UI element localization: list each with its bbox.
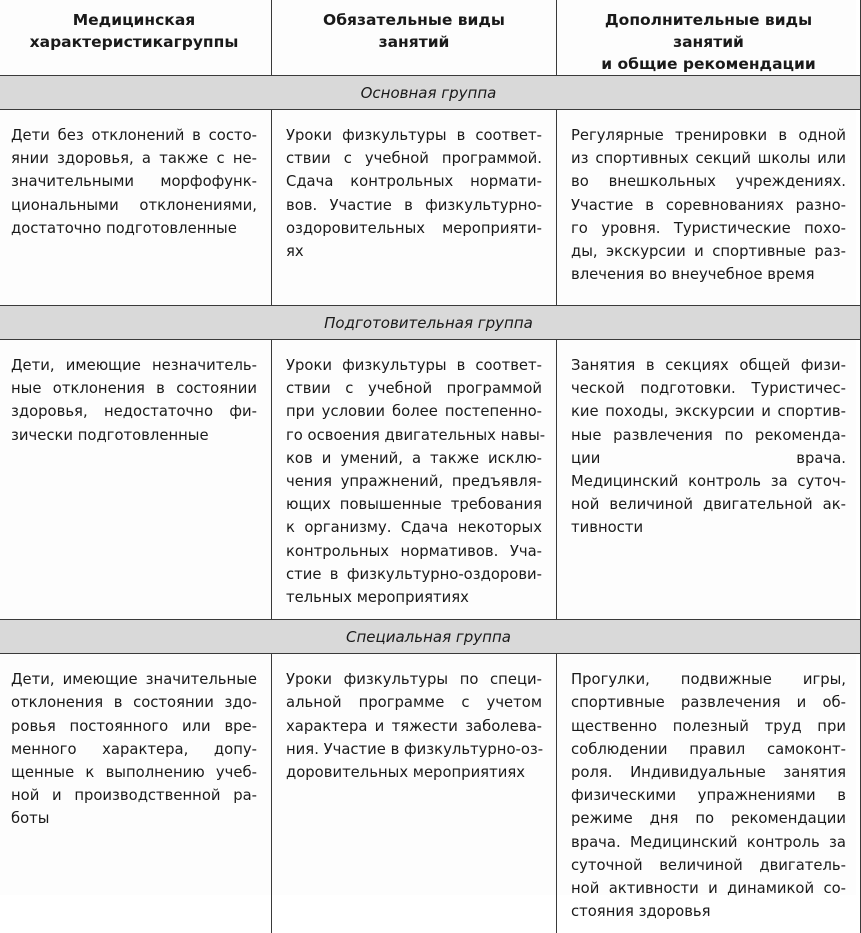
text-line: ные развлечения по рекоменда- [571, 424, 846, 447]
table-row [0, 110, 861, 306]
cell-medical [0, 654, 272, 933]
cell-mandatory [272, 340, 557, 620]
text-line: Уроки физкультуры в соответ- [286, 354, 542, 377]
cell-text [571, 124, 846, 286]
text-line: ков и умений, а также исклю- [286, 447, 542, 470]
cell-text [11, 124, 257, 240]
cell-text [286, 668, 542, 784]
text-line: Дети, имеющие незначитель- [11, 354, 257, 377]
text-line: Дети, имеющие значительные [11, 668, 257, 691]
text-line: тельных мероприятиях [286, 586, 542, 609]
cell-additional [557, 340, 861, 620]
text-line: Занятия в секциях общей физи- [571, 354, 846, 377]
text-line: достаточно подготовленные [11, 217, 257, 240]
header-line: и общие рекомендации [557, 53, 860, 75]
text-line: щенные к выполнению учеб- [11, 761, 257, 784]
header-line: Медицинская [0, 9, 271, 31]
text-line: к организму. Сдача некоторых [286, 516, 542, 539]
cell-medical [0, 110, 272, 306]
group-title: Подготовительная группа [0, 306, 861, 340]
text-line: го уровня. Туристические похо- [571, 217, 846, 240]
cell-text [286, 354, 542, 609]
header-line: Дополнительные виды занятий [557, 9, 860, 53]
cell-additional [557, 654, 861, 933]
cell-text [11, 354, 257, 447]
text-line: боты [11, 807, 257, 830]
text-line: суточной величиной двигатель- [571, 854, 846, 877]
text-line: врача. Медицинский контроль за [571, 831, 846, 854]
text-line: кие походы, экскурсии и спортив- [571, 400, 846, 423]
text-line: Сдача контрольных нормати- [286, 170, 542, 193]
cell-medical [0, 340, 272, 620]
text-line: ющих повышенные требования [286, 493, 542, 516]
text-line: во внешкольных учреждениях. [571, 170, 846, 193]
text-line: Регулярные тренировки в одной [571, 124, 846, 147]
text-line: ровья постоянного или вре- [11, 715, 257, 738]
text-line: ной величиной двигательной ак- [571, 493, 846, 516]
group-row-main [0, 76, 861, 110]
text-line: соблюдении правил самоконт- [571, 738, 846, 761]
table-row [0, 654, 861, 933]
text-line: ные отклонения в состоянии [11, 377, 257, 400]
group-row-special [0, 620, 861, 654]
group-title: Основная группа [0, 76, 861, 110]
cell-text [571, 668, 846, 923]
text-line: менного характера, допу- [11, 738, 257, 761]
text-line: стие в физкультурно-оздорови- [286, 563, 542, 586]
text-line: физическими упражнениями в [571, 784, 846, 807]
text-line: тивности [571, 516, 846, 539]
cell-text [11, 668, 257, 830]
text-line: Медицинский контроль за суточ- [571, 470, 846, 493]
cell-text [571, 354, 846, 540]
group-row-preparatory [0, 306, 861, 340]
table-header [0, 0, 861, 76]
text-line: оздоровительных мероприяти- [286, 217, 542, 240]
text-line: режиме дня по рекомендации [571, 807, 846, 830]
text-line: отклонения в состоянии здо- [11, 691, 257, 714]
text-line: влечения во внеучебное время [571, 263, 846, 286]
text-line: значительными морфофунк- [11, 170, 257, 193]
cell-mandatory [272, 654, 557, 933]
header-line: занятий [272, 31, 556, 53]
group-title: Специальная группа [0, 620, 861, 654]
text-line: чения упражнений, предъявля- [286, 470, 542, 493]
text-line: альной программе с учетом [286, 691, 542, 714]
text-line: Уроки физкультуры в соответ- [286, 124, 542, 147]
text-line: циональными отклонениями, [11, 194, 257, 217]
table-row [0, 340, 861, 620]
text-line: янии здоровья, а также с не- [11, 147, 257, 170]
text-line: Участие в соревнованиях разно- [571, 194, 846, 217]
header-line: Обязательные виды [272, 9, 556, 31]
text-line: ной активности и динамикой со- [571, 877, 846, 900]
table-body [0, 76, 861, 933]
text-line: стояния здоровья [571, 900, 846, 923]
header-additional-activities [557, 0, 861, 76]
text-line: ды, экскурсии и спортивные раз- [571, 240, 846, 263]
text-line: го освоения двигательных навы- [286, 424, 542, 447]
text-line: контрольных нормативов. Уча- [286, 540, 542, 563]
cell-text [286, 124, 542, 263]
text-line: ствии с учебной программой [286, 377, 542, 400]
text-line: щественно полезный труд при [571, 715, 846, 738]
cell-mandatory [272, 110, 557, 306]
text-line: ческой подготовки. Туристичес- [571, 377, 846, 400]
text-line: Прогулки, подвижные игры, [571, 668, 846, 691]
cell-additional [557, 110, 861, 306]
text-line: зически подготовленные [11, 424, 257, 447]
text-line: ния. Участие в физкультурно-оз- [286, 738, 542, 761]
text-line: Дети без отклонений в состо- [11, 124, 257, 147]
text-line: ции врача. [571, 447, 846, 470]
text-line: здоровья, недостаточно фи- [11, 400, 257, 423]
text-line: при условии более постепенно- [286, 400, 542, 423]
text-line: ях [286, 240, 542, 263]
text-line: спортивные развлечения и об- [571, 691, 846, 714]
text-line: роля. Индивидуальные занятия [571, 761, 846, 784]
text-line: доровительных мероприятиях [286, 761, 542, 784]
header-medical-characteristic [0, 0, 272, 76]
text-line: ной и производственной ра- [11, 784, 257, 807]
text-line: характера и тяжести заболева- [286, 715, 542, 738]
text-line: из спортивных секций школы или [571, 147, 846, 170]
header-line: характеристикагруппы [0, 31, 271, 53]
header-mandatory-activities [272, 0, 557, 76]
text-line: Уроки физкультуры по специ- [286, 668, 542, 691]
text-line: вов. Участие в физкультурно- [286, 194, 542, 217]
text-line: ствии с учебной программой. [286, 147, 542, 170]
